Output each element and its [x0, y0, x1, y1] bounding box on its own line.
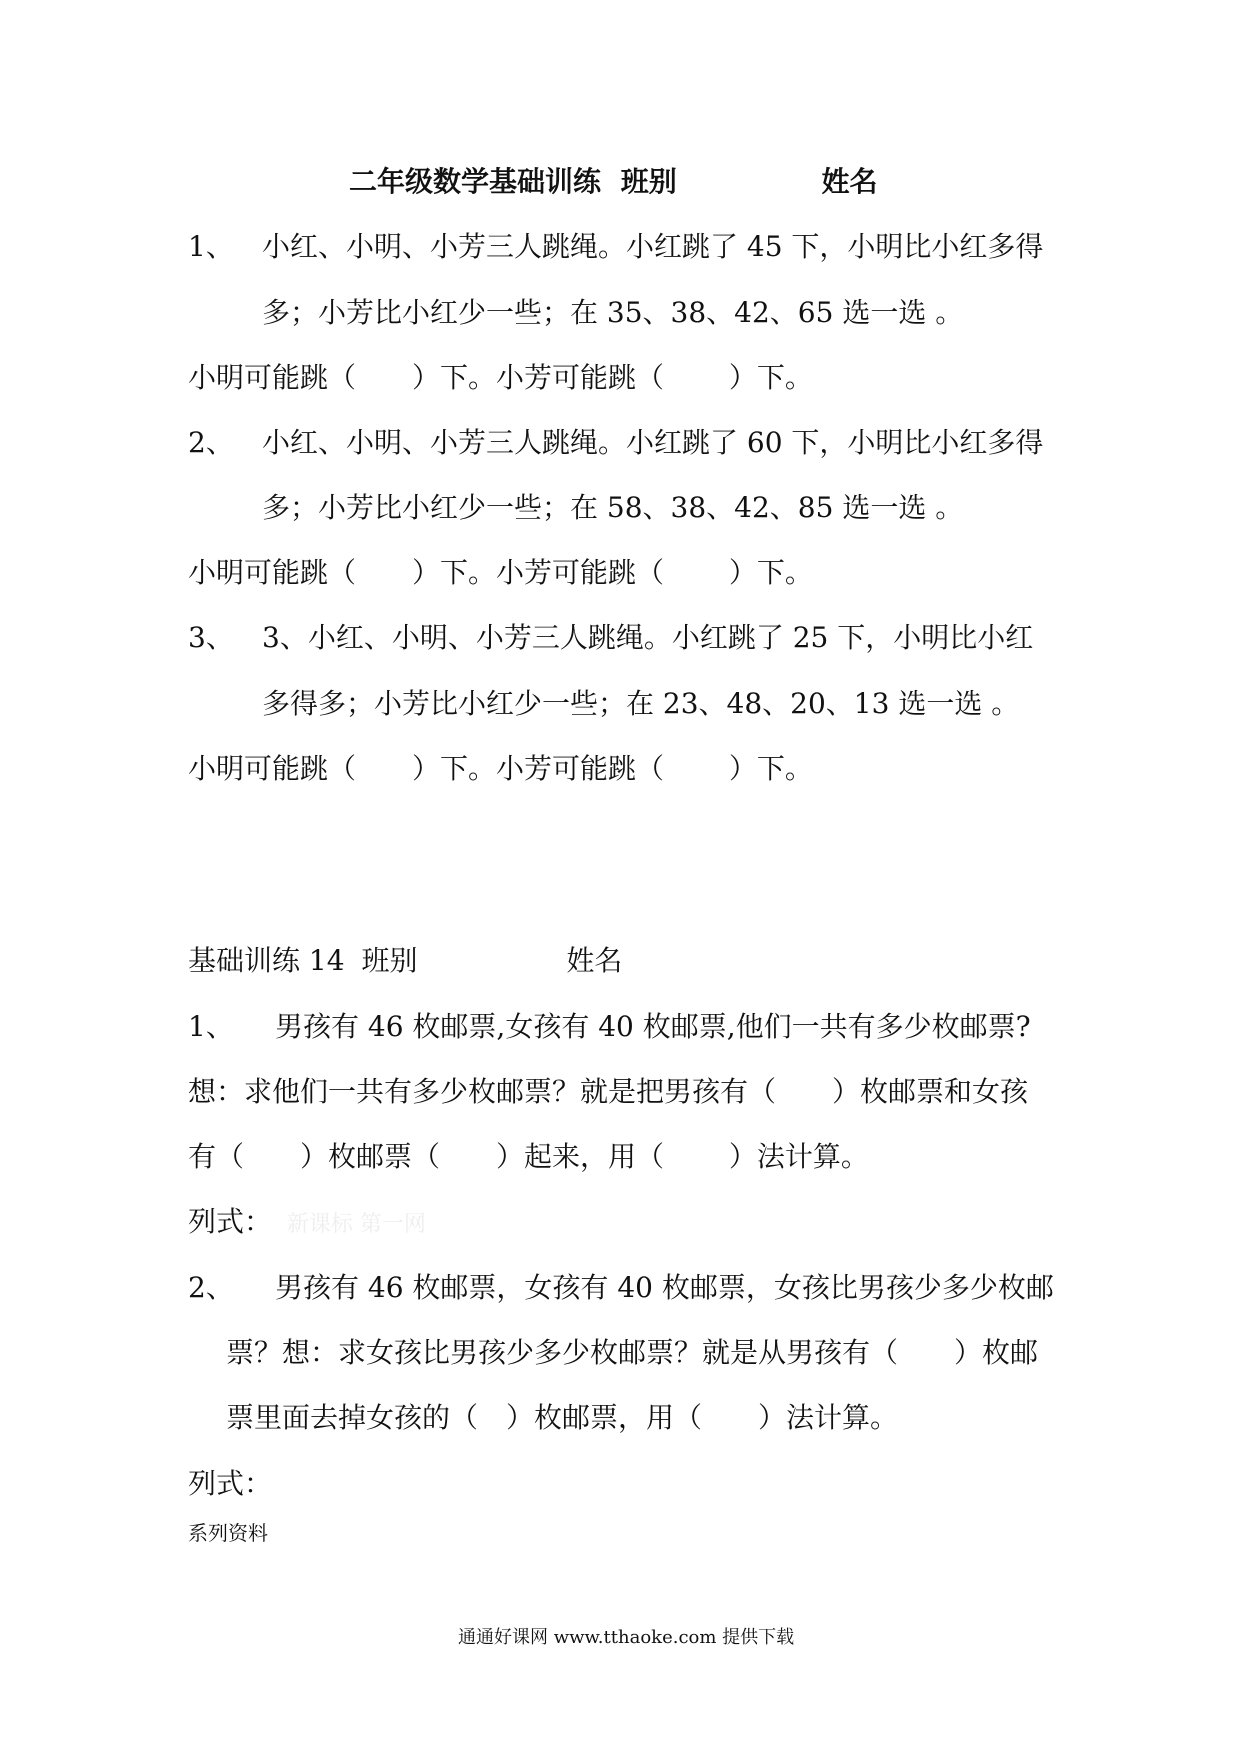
- stamp-question-2-line-1: 男孩有 46 枚邮票，女孩有 40 枚邮票，女孩比男孩少多少枚邮: [275, 1271, 1054, 1304]
- question-1-line-2: 多；小芳比小红少一些；在 35、38、42、65 选一选 。: [262, 296, 964, 329]
- question-2-answer: 小明可能跳（ ）下。小芳可能跳（ ）下。: [188, 556, 813, 589]
- section-2-class-label: 班别: [361, 944, 418, 977]
- class-label: 班别: [620, 165, 677, 198]
- question-3-answer: 小明可能跳（ ）下。小芳可能跳（ ）下。: [188, 752, 813, 785]
- worksheet-title: [349, 165, 878, 199]
- stamp-question-2-formula: 列式：: [188, 1467, 273, 1500]
- section-2-name-label: 姓名: [566, 944, 623, 977]
- question-3-number: 3、: [188, 621, 234, 654]
- formula-label: 列式：: [188, 1205, 273, 1238]
- question-2-number: 2、: [188, 426, 234, 459]
- stamp-question-2-line-3: 票里面去掉女孩的（ ）枚邮票，用（ ）法计算。: [226, 1401, 899, 1434]
- question-2-line-1: 小红、小明、小芳三人跳绳。小红跳了 60 下，小明比小红多得: [262, 426, 1044, 459]
- section-2-header: [188, 944, 622, 978]
- question-3-line-1: 3、小红、小明、小芳三人跳绳。小红跳了 25 下，小明比小红: [262, 621, 1034, 654]
- stamp-question-2-number: 2、: [188, 1271, 234, 1304]
- faint-watermark: 新课标 第一网: [286, 1212, 426, 1237]
- stamp-question-1-number: 1、: [188, 1010, 234, 1043]
- stamp-question-1-line-3: 有（ ）枚邮票（ ）起来，用（ ）法计算。: [188, 1140, 869, 1173]
- title-text: 二年级数学基础训练: [349, 165, 602, 198]
- section-2-title: 基础训练 14: [188, 944, 345, 977]
- question-1-answer: 小明可能跳（ ）下。小芳可能跳（ ）下。: [188, 361, 813, 394]
- stamp-question-1-line-1: 男孩有 46 枚邮票,女孩有 40 枚邮票,他们一共有多少枚邮票?: [275, 1010, 1031, 1043]
- question-3-line-2: 多得多；小芳比小红少一些；在 23、48、20、13 选一选 。: [262, 687, 1020, 720]
- stamp-question-1-line-2: 想：求他们一共有多少枚邮票？就是把男孩有（ ）枚邮票和女孩: [188, 1075, 1029, 1108]
- series-note: 系列资料: [188, 1521, 268, 1545]
- question-1-number: 1、: [188, 230, 234, 263]
- stamp-question-1-formula: [188, 1205, 426, 1242]
- question-1-line-1: 小红、小明、小芳三人跳绳。小红跳了 45 下，小明比小红多得: [262, 230, 1044, 263]
- name-label: 姓名: [821, 165, 878, 198]
- question-2-line-2: 多；小芳比小红少一些；在 58、38、42、85 选一选 。: [262, 491, 964, 524]
- page-footer: 通通好课网 www.tthaoke.com 提供下载: [458, 1627, 795, 1648]
- stamp-question-2-line-2: 票？想：求女孩比男孩少多少枚邮票？就是从男孩有（ ）枚邮: [226, 1336, 1039, 1369]
